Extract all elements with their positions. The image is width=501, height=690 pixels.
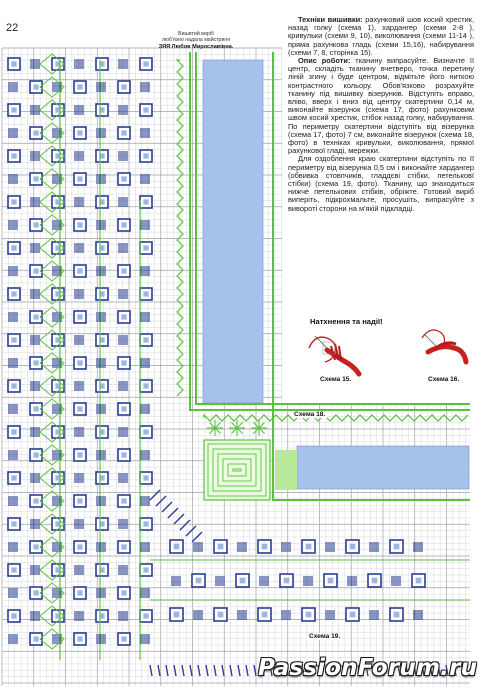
hardanger-block-center bbox=[33, 544, 38, 549]
blue-panel-right bbox=[297, 446, 469, 489]
hardanger-block-center bbox=[328, 578, 334, 584]
hardanger-block-center bbox=[77, 636, 82, 641]
techniques-text: рахунковий шов косий хрестик, назад голку (схема 1), хардангер (схеми 2-8 ), кривульки (схеми 9, 10), виколювання (схеми 11-14 ), пряма рахункова гладь (схеми 15,16), набирування (схеми 7, 8, сторінка 15). bbox=[288, 15, 474, 57]
techniques-heading: Техніки вишивки: bbox=[298, 15, 363, 24]
hardanger-block-center bbox=[218, 544, 224, 550]
hardanger-block-center bbox=[33, 130, 38, 135]
hardanger-block-center bbox=[350, 544, 356, 550]
hardanger-block-center bbox=[121, 406, 126, 411]
hardanger-block-center bbox=[77, 268, 82, 273]
hardanger-block-center bbox=[143, 475, 148, 480]
hardanger-block-center bbox=[11, 521, 16, 526]
hardanger-block-center bbox=[143, 383, 148, 388]
hardanger-block-center bbox=[77, 452, 82, 457]
credit-line-1: Вишитий виріб bbox=[178, 31, 214, 37]
hardanger-block-center bbox=[174, 612, 180, 618]
hardanger-block-center bbox=[33, 84, 38, 89]
hardanger-block-center bbox=[33, 590, 38, 595]
hardanger-block-center bbox=[77, 84, 82, 89]
hardanger-block-center bbox=[121, 452, 126, 457]
hardanger-block-center bbox=[284, 578, 290, 584]
hardanger-block-center bbox=[394, 544, 400, 550]
hardanger-block-center bbox=[33, 452, 38, 457]
hardanger-block-center bbox=[394, 612, 400, 618]
work-text: тканину випрасуйте. Визначте її центр, складіть тканину вчетверо, точка перетину ліній згину і буде центром, відмітьте його ниткою контрастного кольору. Обов'язково розрахуйте тканину під вишивку візерунків. Відступіть вправо, вліво, вверх і вниз від центру скатертини 0,14 м, виконайте візерунок (схема 17, фото) рахунковим швом косий хрестик, стібок назад голку, набирування. По периметру скатертини відступіть від візерунка (схема 17, фото) 7 см, виконайте візерунок (схема 18, фото) в техніках кривульки, виколювання, прямої рахункової гладі, мережки. bbox=[288, 56, 474, 156]
hardanger-block-center bbox=[11, 61, 16, 66]
schema-15-illustration bbox=[305, 330, 365, 378]
techniques-paragraph bbox=[288, 16, 474, 57]
page-number: 22 bbox=[6, 22, 19, 34]
hardanger-block-center bbox=[143, 61, 148, 66]
hardanger-block-center bbox=[77, 222, 82, 227]
hardanger-block-center bbox=[196, 578, 202, 584]
hardanger-block-center bbox=[121, 268, 126, 273]
hardanger-block-center bbox=[33, 406, 38, 411]
hardanger-block-center bbox=[143, 521, 148, 526]
hardanger-block-center bbox=[11, 567, 16, 572]
hardanger-block-center bbox=[143, 199, 148, 204]
hardanger-block-center bbox=[11, 613, 16, 618]
hardanger-block-center bbox=[121, 498, 126, 503]
hardanger-block-center bbox=[33, 636, 38, 641]
work-heading: Опис роботи: bbox=[298, 56, 351, 66]
hardanger-block-center bbox=[121, 544, 126, 549]
hardanger-block-center bbox=[143, 567, 148, 572]
green-ribbon bbox=[275, 450, 297, 490]
hardanger-block-center bbox=[11, 383, 16, 388]
hardanger-block-center bbox=[143, 245, 148, 250]
credit-line-2: люб'язно надала майстриня bbox=[161, 37, 231, 44]
hardanger-block-center bbox=[11, 153, 16, 158]
hardanger-block-center bbox=[11, 291, 16, 296]
hardanger-block-center bbox=[11, 199, 16, 204]
hardanger-block-center bbox=[121, 360, 126, 365]
hardanger-block-center bbox=[143, 291, 148, 296]
blue-panel-top bbox=[203, 60, 263, 403]
hardanger-block-center bbox=[77, 130, 82, 135]
hardanger-block-center bbox=[121, 222, 126, 227]
hardanger-block-center bbox=[121, 314, 126, 319]
hardanger-block-center bbox=[77, 590, 82, 595]
schema-19-caption: Схема 19. bbox=[309, 633, 341, 640]
hardanger-block-center bbox=[121, 176, 126, 181]
credit-block bbox=[98, 31, 294, 50]
edge-paragraph: Для оздоблення краю скатертини відступіть по її периметру від візерунка 0,5 см і виконайте хардангер (обвивка стовпчиків, гладдєві стібки, петельковї стібки) (схема 19, фото). Тканину, що знаходиться нижче петелькових стібків, обріжте. Готовий виріб виперіть, підкрохмальте, просушіть, випрасуйте з вивороті сторони на м'якій підкладці. bbox=[288, 154, 474, 213]
hardanger-block-center bbox=[262, 612, 268, 618]
hardanger-block-center bbox=[306, 612, 312, 618]
hardanger-block-center bbox=[33, 498, 38, 503]
hardanger-block-center bbox=[11, 337, 16, 342]
hardanger-block-center bbox=[11, 107, 16, 112]
schema-16-illustration bbox=[416, 322, 472, 372]
hardanger-block-center bbox=[121, 84, 126, 89]
hardanger-block-center bbox=[121, 130, 126, 135]
hardanger-block-center bbox=[77, 314, 82, 319]
hardanger-block-center bbox=[77, 544, 82, 549]
article-text bbox=[288, 16, 474, 213]
hardanger-block-center bbox=[143, 613, 148, 618]
hardanger-block-center bbox=[121, 636, 126, 641]
schema-15-caption: Схема 15. bbox=[320, 376, 352, 383]
hardanger-block-center bbox=[174, 544, 180, 550]
hardanger-block-center bbox=[33, 360, 38, 365]
hardanger-block-center bbox=[218, 612, 224, 618]
credit-author: ЗЯЯ Любов Мирославівна. bbox=[158, 43, 234, 50]
hardanger-block-center bbox=[77, 360, 82, 365]
hardanger-block-center bbox=[416, 578, 422, 584]
hardanger-block-center bbox=[306, 544, 312, 550]
hardanger-block-center bbox=[11, 245, 16, 250]
hardanger-block-center bbox=[11, 475, 16, 480]
hardanger-block-center bbox=[33, 314, 38, 319]
hardanger-block-center bbox=[350, 612, 356, 618]
hardanger-block-center bbox=[372, 578, 378, 584]
hardanger-block-center bbox=[143, 107, 148, 112]
hardanger-block-center bbox=[77, 406, 82, 411]
hardanger-block-center bbox=[143, 429, 148, 434]
hardanger-block-center bbox=[33, 176, 38, 181]
hardanger-block-center bbox=[262, 544, 268, 550]
hardanger-block-center bbox=[121, 590, 126, 595]
hardanger-block-center bbox=[143, 337, 148, 342]
work-paragraph bbox=[288, 57, 474, 155]
hardanger-block-center bbox=[77, 498, 82, 503]
hardanger-block-center bbox=[33, 268, 38, 273]
schema-18-caption: Схема 18. bbox=[294, 411, 326, 418]
hardanger-block-center bbox=[11, 429, 16, 434]
motto-text: Натхнення та надії! bbox=[310, 317, 383, 326]
hardanger-block-center bbox=[143, 153, 148, 158]
hardanger-block-center bbox=[33, 222, 38, 227]
schema-16-caption: Схема 16. bbox=[428, 376, 460, 383]
watermark: PassionForum.ru bbox=[258, 655, 478, 681]
hardanger-block-center bbox=[77, 176, 82, 181]
hardanger-block-center bbox=[240, 578, 246, 584]
